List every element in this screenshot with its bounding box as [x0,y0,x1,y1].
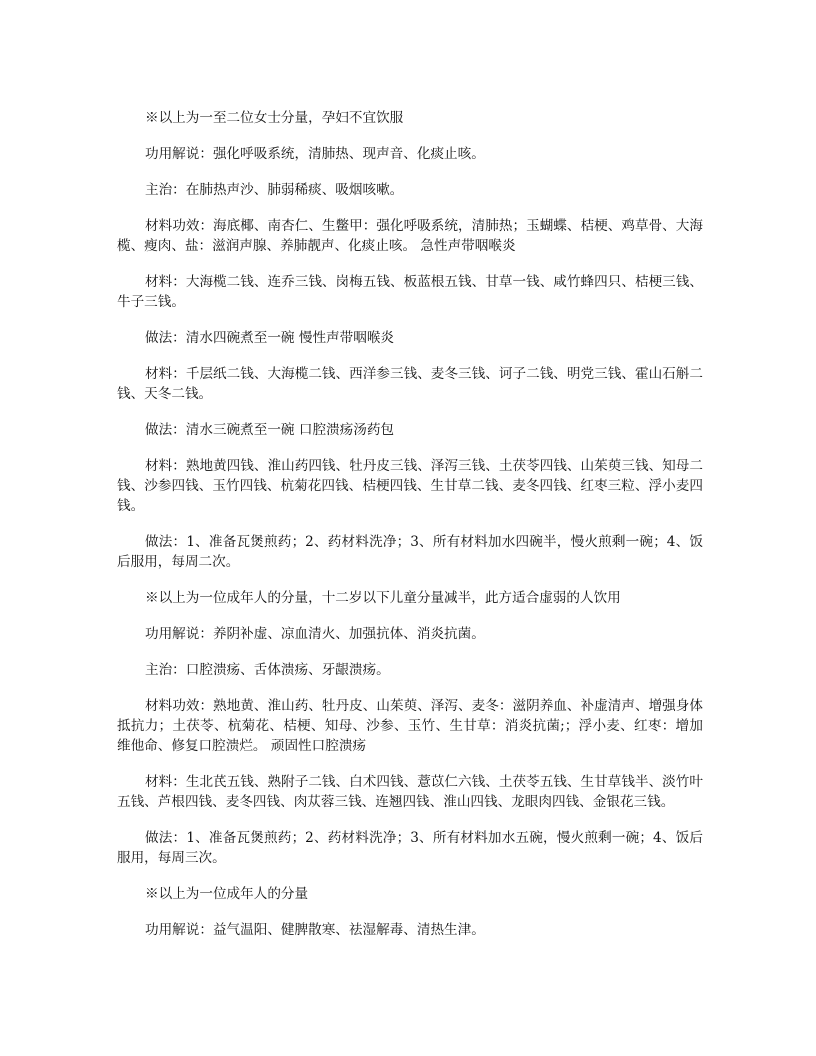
function-description-mouth-ulcer: 功用解说：养阴补虚、凉血清火、加强抗体、消炎抗菌。 [145,626,485,642]
ingredients-stubborn-ulcer: 材料：生北芪五钱、熟附子二钱、白术四钱、薏苡仁六钱、土茯苓五钱、生甘草钱半、淡竹叶五钱、芦根四钱、麦冬四钱、肉苁蓉三钱、连翘四钱、淮山四钱、龙眼肉四钱、金银花三钱。 [117,774,703,810]
ingredient-effects: 材料功效：海底椰、南杏仁、生鳖甲：强化呼吸系统，清肺热；玉蝴蝶、桔梗、鸡草骨、大海榄、瘦肉、盐：滋润声腺、养肺靓声、化痰止咳。 急性声带咽喉炎 [117,218,703,254]
ingredients-mouth-ulcer: 材料：熟地黄四钱、淮山药四钱、牡丹皮三钱、泽泻三钱、土茯苓四钱、山茱萸三钱、知母二钱、沙参四钱、玉竹四钱、杭菊花四钱、桔梗四钱、生甘草二钱、麦冬四钱、红枣三粒、浮小麦四钱。 [117,458,703,514]
indications-mouth-ulcer: 主治：口腔溃疡、舌体溃疡、牙龈溃疡。 [145,662,390,678]
method-acute-laryngitis: 做法：清水四碗煮至一碗 慢性声带咽喉炎 [145,330,395,346]
ingredients-chronic-laryngitis: 材料：千层纸二钱、大海榄二钱、西洋参三钱、麦冬三钱、诃子二钱、明党三钱、霍山石斛二钱、天冬二钱。 [117,366,703,402]
ingredient-effects-mouth-ulcer: 材料功效：熟地黄、淮山药、牡丹皮、山茱萸、泽泻、麦冬：滋阴养血、补虚清声、增强身体抵抗力；土茯苓、杭菊花、桔梗、知母、沙参、玉竹、生甘草：消炎抗菌;；浮小麦、红枣：增加维他命、修复口腔溃烂。 顽固性口腔溃疡 [117,698,703,754]
method-stubborn-ulcer: 做法：1、准备瓦煲煎药；2、药材料洗净；3、所有材料加水五碗，慢火煎剩一碗；4、饭后服用，每周三次。 [117,830,703,866]
method-mouth-ulcer: 做法：1、准备瓦煲煎药；2、药材料洗净；3、所有材料加水四碗半，慢火煎剩一碗；4、饭后服用，每周二次。 [117,534,703,570]
note-dosage-adult-child: ※以上为一位成年人的分量，十二岁以下儿童分量减半，此方适合虚弱的人饮用 [145,590,621,606]
function-description: 功用解说：强化呼吸系统，清肺热、现声音、化痰止咳。 [145,146,485,162]
ingredients-acute-laryngitis: 材料：大海榄二钱、连乔三钱、岗梅五钱、板蓝根五钱、甘草一钱、咸竹蜂四只、桔梗三钱、牛子三钱。 [117,274,703,310]
function-description-stubborn-ulcer: 功用解说：益气温阳、健脾散寒、祛湿解毒、清热生津。 [145,922,485,938]
note-dosage-women: ※以上为一至二位女士分量，孕妇不宜饮服 [145,110,404,126]
method-chronic-laryngitis: 做法：清水三碗煮至一碗 口腔溃疡汤药包 [145,422,395,438]
document-page [117,108,703,956]
indications: 主治：在肺热声沙、肺弱稀痰、吸烟咳嗽。 [145,182,404,198]
note-dosage-adult: ※以上为一位成年人的分量 [145,886,309,902]
